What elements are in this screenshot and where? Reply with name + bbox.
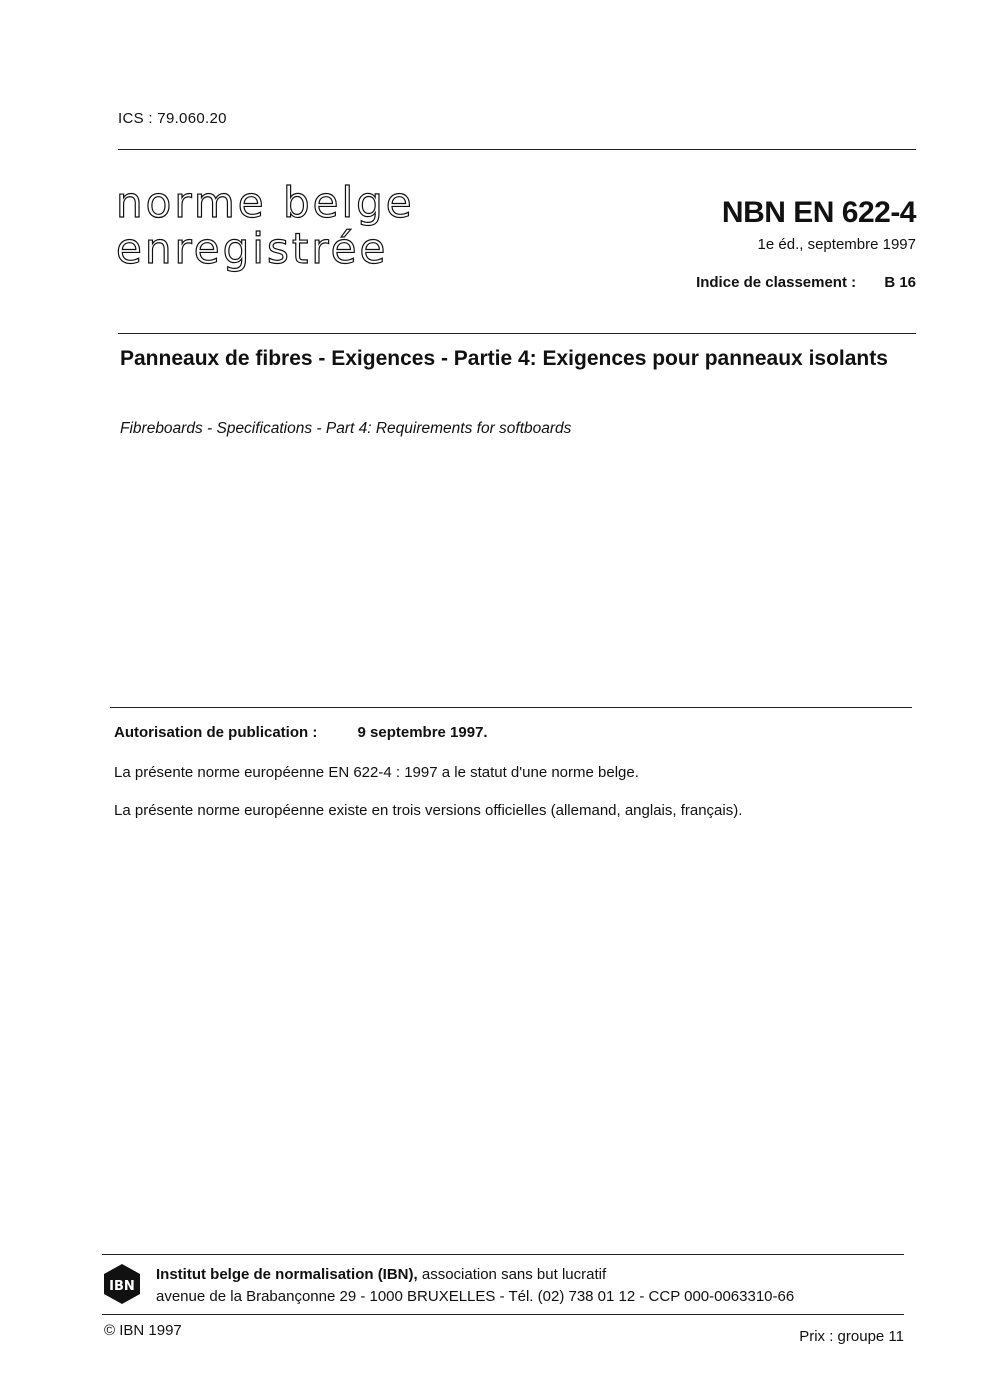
standard-reference: NBN EN 622-4 <box>721 196 916 229</box>
institute-name: Institut belge de normalisation (IBN), <box>156 1266 418 1283</box>
publication-divider <box>110 707 912 708</box>
brand-title <box>116 180 415 272</box>
authorization-label: Autorisation de publication : <box>114 724 318 741</box>
brand-line-1: norme belge <box>116 178 415 227</box>
publication-authorization <box>114 724 488 741</box>
logo-text: IBN <box>109 1279 135 1294</box>
institute-line <box>156 1266 606 1283</box>
ibn-logo-icon <box>100 1262 144 1306</box>
title-divider <box>118 333 916 334</box>
classification-label: Indice de classement : <box>696 274 857 291</box>
institute-address: avenue de la Brabançonne 29 - 1000 BRUXELLES - Tél. (02) 738 01 12 - CCP 000-0063310-66 <box>156 1288 795 1305</box>
footer-divider <box>102 1254 904 1255</box>
price-group: Prix : groupe 11 <box>799 1328 904 1345</box>
classification-index <box>696 274 916 291</box>
copyright: © IBN 1997 <box>104 1322 182 1339</box>
brand-line-2: enregistrée <box>116 224 389 273</box>
title-english: Fibreboards - Specifications - Part 4: Requirements for softboards <box>120 420 572 437</box>
versions-paragraph: La présente norme européenne existe en trois versions officielles (allemand, anglais, français). <box>114 802 743 819</box>
authorization-date: 9 septembre 1997. <box>357 724 488 741</box>
edition-info: 1e éd., septembre 1997 <box>757 236 916 253</box>
header-divider <box>118 149 916 150</box>
institute-description: association sans but lucratif <box>417 1266 607 1283</box>
bottom-divider <box>102 1314 904 1315</box>
ics-code: ICS : 79.060.20 <box>118 110 227 127</box>
status-paragraph: La présente norme européenne EN 622-4 : 1997 a le statut d'une norme belge. <box>114 764 639 781</box>
title-french: Panneaux de fibres - Exigences - Partie 4: Exigences pour panneaux isolants <box>120 347 888 370</box>
classification-code: B 16 <box>884 274 916 291</box>
